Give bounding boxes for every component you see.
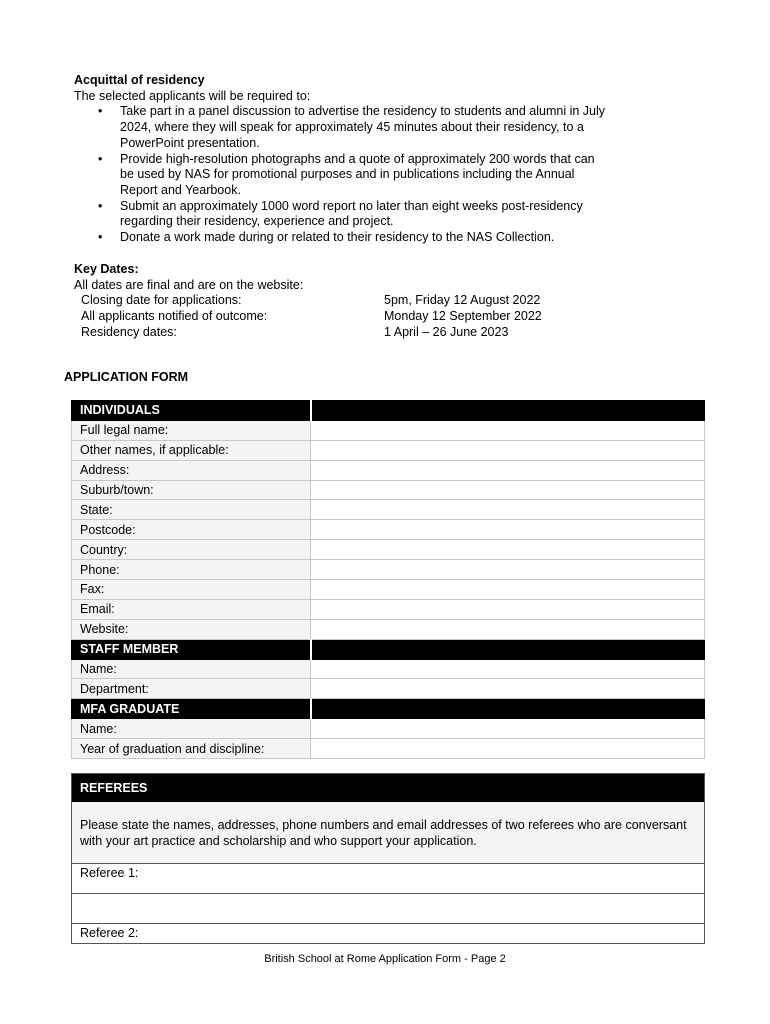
referee-1-field[interactable]: Referee 1:	[72, 864, 704, 894]
field-label: Fax:	[72, 580, 311, 600]
referees-description: Please state the names, addresses, phone numbers and email addresses of two referees who are conversant with your art practice and scholarship and who support your application.	[72, 802, 704, 864]
referee-1-extra-field[interactable]	[72, 894, 704, 924]
form-row	[72, 480, 705, 500]
section-header-mfa-graduate: MFA GRADUATE	[72, 699, 705, 719]
field-label: Full legal name:	[72, 420, 311, 440]
form-row	[72, 420, 705, 440]
field-label: Department:	[72, 679, 311, 699]
bullet-item: • Provide high-resolution photographs and a quote of approximately 200 words that can be used by NAS for promotional purposes and in publications including the Annual Report and Yearbook.	[98, 151, 595, 197]
field-input[interactable]	[311, 460, 705, 480]
form-row	[72, 580, 705, 600]
field-input[interactable]	[311, 719, 705, 739]
field-label: Other names, if applicable:	[72, 440, 311, 460]
field-label: State:	[72, 500, 311, 520]
field-input[interactable]	[311, 560, 705, 580]
acquittal-bullet-list	[74, 104, 694, 245]
field-label: Website:	[72, 619, 311, 639]
form-row	[72, 599, 705, 619]
field-input[interactable]	[311, 580, 705, 600]
field-label: Year of graduation and discipline:	[72, 739, 311, 759]
field-input[interactable]	[311, 739, 705, 759]
acquittal-heading: Acquittal of residency	[74, 73, 205, 87]
section-header-staff-member: STAFF MEMBER	[72, 639, 705, 659]
section-header-individuals: INDIVIDUALS	[72, 401, 705, 421]
form-row	[72, 460, 705, 480]
form-row	[72, 619, 705, 639]
date-row: Closing date for applications: 5pm, Friday 12 August 2022	[81, 293, 541, 308]
bullet-item: • Take part in a panel discussion to advertise the residency to students and alumni in July 2024, where they will speak for approximately 45 minutes about their residency, to a PowerPoint presentation.	[98, 104, 605, 150]
field-label: Suburb/town:	[72, 480, 311, 500]
field-input[interactable]	[311, 659, 705, 679]
date-row: All applicants notified of outcome: Monday 12 September 2022	[81, 309, 542, 324]
field-input[interactable]	[311, 679, 705, 699]
field-input[interactable]	[311, 500, 705, 520]
key-dates-intro: All dates are final and are on the website:	[74, 277, 304, 292]
field-label: Postcode:	[72, 520, 311, 540]
field-input[interactable]	[311, 420, 705, 440]
form-row	[72, 440, 705, 460]
page-footer: British School at Rome Application Form - Page 2	[264, 953, 506, 965]
date-row: Residency dates: 1 April – 26 June 2023	[81, 324, 509, 339]
bullet-item: • Donate a work made during or related to their residency to the NAS Collection.	[98, 230, 555, 245]
application-form-title: APPLICATION FORM	[64, 370, 189, 384]
key-dates-section	[74, 262, 694, 341]
form-row	[72, 560, 705, 580]
field-input[interactable]	[311, 619, 705, 639]
acquittal-intro: The selected applicants will be required to:	[74, 88, 311, 103]
form-row	[72, 520, 705, 540]
field-input[interactable]	[311, 599, 705, 619]
form-row	[72, 500, 705, 520]
field-input[interactable]	[311, 440, 705, 460]
field-label: Address:	[72, 460, 311, 480]
field-input[interactable]	[311, 520, 705, 540]
form-row	[72, 679, 705, 699]
field-label: Name:	[72, 659, 311, 679]
referees-header: REFEREES	[72, 774, 704, 802]
field-input[interactable]	[311, 480, 705, 500]
application-form-table	[71, 400, 705, 759]
form-row	[72, 659, 705, 679]
acquittal-section	[74, 73, 694, 246]
field-label: Country:	[72, 540, 311, 560]
key-dates-heading: Key Dates:	[74, 262, 139, 276]
referees-box	[71, 773, 705, 944]
field-label: Email:	[72, 599, 311, 619]
field-label: Name:	[72, 719, 311, 739]
referee-2-field[interactable]: Referee 2:	[80, 926, 139, 940]
form-row	[72, 739, 705, 759]
field-label: Phone:	[72, 560, 311, 580]
field-input[interactable]	[311, 540, 705, 560]
form-row	[72, 719, 705, 739]
form-row	[72, 540, 705, 560]
bullet-item: • Submit an approximately 1000 word report no later than eight weeks post-residency regarding their residency, experience and project.	[98, 198, 583, 229]
